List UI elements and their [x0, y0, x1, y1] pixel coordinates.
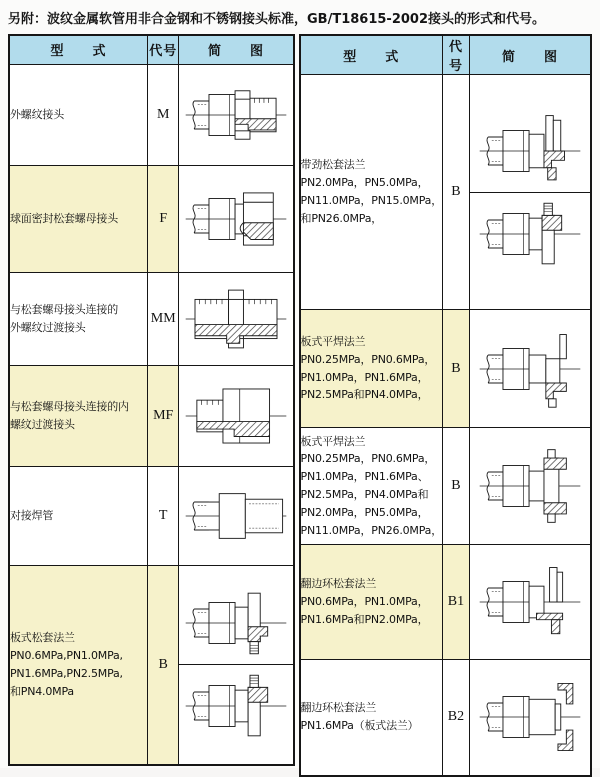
type-line: PN0.25MPa，PN0.6MPa，	[300, 352, 436, 366]
right-table-row	[300, 660, 591, 776]
right-col-header-diagram: 简 图	[469, 35, 591, 75]
type-cell	[300, 660, 443, 776]
diagram-cell	[179, 165, 294, 272]
type-cell	[300, 75, 443, 310]
type-line: 螺纹过渡接头	[10, 417, 75, 431]
right-table-row	[300, 545, 591, 660]
type-line: 带劲松套法兰	[300, 158, 366, 172]
type-line: PN1.6MPa（板式法兰）	[300, 719, 419, 733]
diagram-cell	[469, 310, 591, 428]
left-connector-table	[8, 34, 295, 766]
left-col-header-code: 代号	[147, 35, 179, 64]
code-cell: MF	[147, 365, 179, 466]
left-table-row	[9, 272, 294, 365]
diagram-weld-flange-down	[470, 328, 590, 410]
type-line: 对接焊管	[10, 508, 54, 522]
tables-container	[8, 34, 592, 777]
type-line: PN2.5MPa，PN4.0MPa和	[300, 488, 429, 501]
type-line: PN0.25MPa，PN0.6MPa，	[300, 452, 436, 466]
diagram-male-thread	[179, 74, 292, 156]
type-cell	[300, 310, 443, 428]
type-line: 板式松套法兰	[10, 631, 75, 645]
type-line: PN0.6MPa，PN1.0MPa，	[300, 595, 429, 609]
type-cell	[9, 272, 147, 365]
type-line: PN2.0MPa，PN5.0MPa，	[300, 505, 429, 519]
type-line: 与松套螺母接头连接的内	[10, 399, 129, 413]
left-table-header-row	[9, 35, 294, 64]
diagram-cell	[469, 428, 591, 545]
diagram-lap-flange	[470, 561, 590, 643]
type-cell	[300, 545, 443, 660]
diagram-stack	[470, 110, 590, 275]
right-table-row	[300, 428, 591, 545]
code-cell: B1	[443, 545, 470, 660]
type-line: PN2.5MPa和PN4.0MPa，	[300, 388, 429, 402]
type-line: PN0.6MPa,PN1.0MPa,	[10, 648, 123, 662]
right-col-header-code: 代号	[443, 35, 470, 75]
right-connector-table	[299, 34, 592, 777]
type-cell	[9, 64, 147, 165]
diagram-cell	[469, 75, 591, 310]
type-line: PN1.0MPa，PN1.6MPa，	[300, 370, 429, 384]
code-cell: B	[443, 75, 470, 310]
right-col-header-type: 型 式	[300, 35, 443, 75]
code-cell: B2	[443, 660, 470, 776]
code-cell: B	[147, 565, 179, 765]
type-line: 外螺纹接头	[10, 107, 64, 121]
diagram-stack	[179, 582, 292, 747]
type-line: PN11.0MPa，PN15.0MPa，	[300, 194, 442, 207]
diagram-plate-flange-up	[470, 192, 590, 275]
diagram-weld-flange-both	[470, 445, 590, 527]
right-table-row	[300, 310, 591, 428]
type-line: 板式平焊法兰	[300, 334, 366, 348]
diagram-mf-adapter	[179, 375, 292, 457]
left-table-row	[9, 165, 294, 272]
type-cell	[9, 365, 147, 466]
type-line: PN2.0MPa，PN5.0MPa，	[300, 176, 429, 190]
left-table-body	[9, 64, 294, 765]
code-cell: MM	[147, 272, 179, 365]
diagram-cell	[179, 272, 294, 365]
page-title: 另附：波纹金属软管用非合金钢和不锈钢接头标准，GB/T18615-2002接头的形式和代号。	[8, 12, 545, 27]
type-line: PN11.0MPa，PN26.0MPa，	[300, 523, 442, 537]
type-line: 和PN26.0MPa，	[300, 211, 383, 225]
type-line: 板式平焊法兰	[300, 434, 366, 448]
type-line: 外螺纹过渡接头	[10, 320, 86, 334]
type-line: PN1.6MPa和PN2.0MPa，	[300, 612, 429, 626]
code-cell: B	[443, 310, 470, 428]
diagram-mm-adapter	[179, 278, 292, 360]
diagram-cell	[179, 565, 294, 765]
left-table-row	[9, 64, 294, 165]
type-line: 翻边环松套法兰	[300, 701, 377, 715]
left-col-header-type: 型 式	[9, 35, 147, 64]
type-cell	[300, 428, 443, 545]
type-line: 和PN4.0MPa	[10, 684, 74, 698]
code-cell: B	[443, 428, 470, 545]
type-cell	[9, 165, 147, 272]
diagram-cell	[469, 545, 591, 660]
diagram-cell	[469, 660, 591, 776]
diagram-plate-flange-up	[179, 664, 292, 747]
type-line: 球面密封松套螺母接头	[10, 211, 118, 225]
left-table-row	[9, 565, 294, 765]
diagram-cell	[179, 365, 294, 466]
type-line: 与松套螺母接头连接的	[10, 302, 118, 316]
diagram-butt-weld	[179, 475, 292, 557]
type-line: PN1.6MPa,PN2.5MPa,	[10, 666, 123, 680]
diagram-neck-flange-up	[470, 110, 590, 192]
diagram-plate-flange-down	[179, 582, 292, 664]
diagram-cell	[179, 466, 294, 565]
left-col-header-diagram: 简 图	[179, 35, 294, 64]
right-table-header-row	[300, 35, 591, 75]
left-table-row	[9, 466, 294, 565]
diagram-cell	[179, 64, 294, 165]
code-cell: T	[147, 466, 179, 565]
diagram-groove-flange	[470, 676, 590, 758]
right-table-body	[300, 75, 591, 776]
left-table-row	[9, 365, 294, 466]
type-line: PN1.0MPa，PN1.6MPa、	[300, 470, 429, 484]
type-cell	[9, 466, 147, 565]
right-table-row	[300, 75, 591, 310]
type-line: 翻边环松套法兰	[300, 577, 377, 591]
code-cell: F	[147, 165, 179, 272]
diagram-sphere-nut	[179, 178, 292, 260]
code-cell: M	[147, 64, 179, 165]
type-cell	[9, 565, 147, 765]
